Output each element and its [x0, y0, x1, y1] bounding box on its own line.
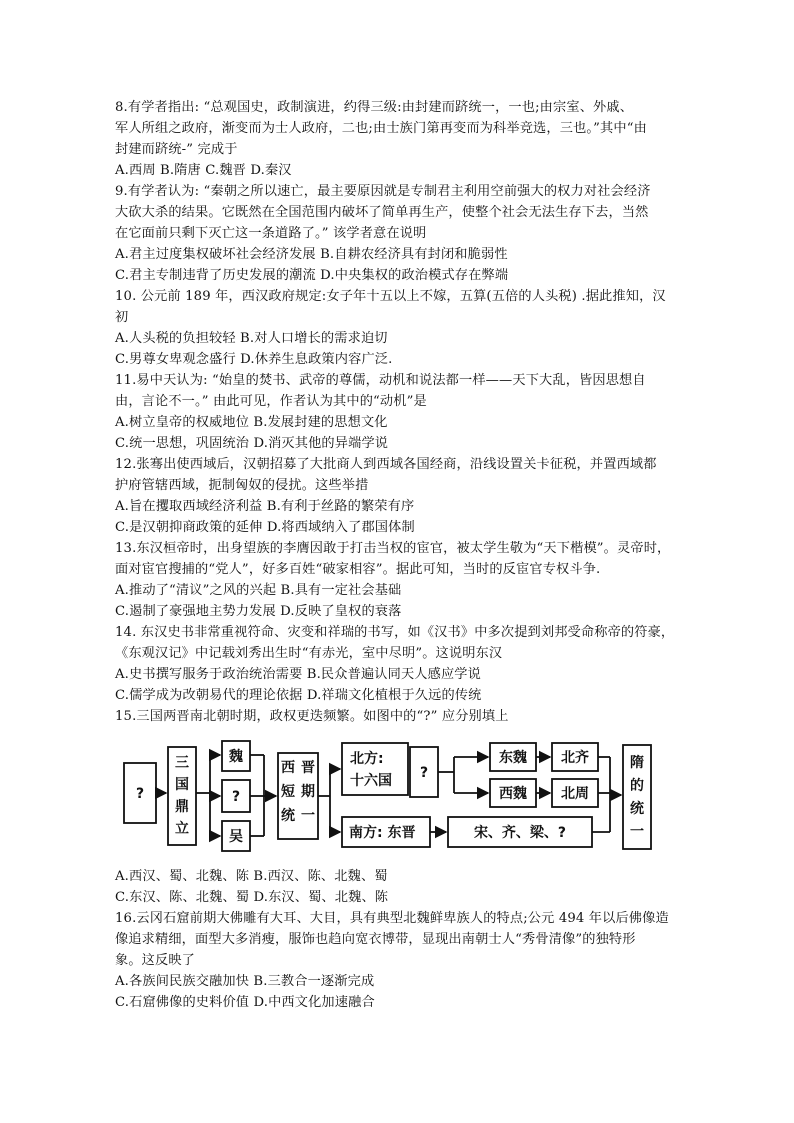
- q10-stem-line-1: 10. 公元前 189 年，西汉政府规定:女子年十五以上不嫁，五算(五倍的人头税) .据此推知，汉: [115, 289, 666, 304]
- q9-stem-line-2: 大砍大杀的结果。它既然在全国范围内破坏了简单再生产，使整个社会无法生存下去，当然: [115, 205, 649, 220]
- q12-options-ab: A.旨在攫取西域经济利益 B.有利于丝路的繁荣有序: [115, 499, 415, 514]
- q8-options: A.西周 B.隋唐 C.魏晋 D.秦汉: [115, 163, 292, 178]
- q9-stem-line-1: 9.有学者认为: “秦朝之所以速亡，最主要原因就是专制君主利用空前强大的权力对社会经济: [115, 184, 651, 199]
- sanguo-char-2: 国: [175, 777, 189, 793]
- q8-stem-line-1: 8.有学者指出: “总观国史，政制演进，约得三级:由封建而跻统一，一也;由宗室、外戚、: [115, 100, 634, 115]
- q13-stem-line-2: 面对宦官搜捕的“党人”，好多百姓“破家相容”。据此可知，当时的反宦官专权斗争.: [115, 562, 601, 577]
- q16-stem-line-2: 像追求精细，面型大多消瘦，服饰也趋向宽衣博带，显现出南朝士人“秀骨清像”的独特形: [115, 932, 636, 947]
- q15-options-cd: C.东汉、陈、北魏、蜀 D.东汉、蜀、北魏、陈: [115, 890, 389, 905]
- dongwei-label: 东魏: [499, 750, 527, 766]
- sui-char-2: 的: [630, 778, 644, 794]
- xijin-char-4: 期: [301, 784, 315, 800]
- q11-stem-line-1: 11.易中天认为: “始皇的焚书、武帝的尊儒，动机和说法都一样——天下大乱，皆因思想自: [115, 373, 646, 388]
- dynasty-flow-diagram: [118, 735, 678, 860]
- q9-options-cd: C.君主专制违背了历史发展的潮流 D.中央集权的政治模式存在弊端: [115, 268, 509, 283]
- q14-stem-line-1: 14. 东汉史书非常重视符命、灾变和祥瑞的书写，如《汉书》中多次提到刘邦受命称帝的符豪，: [115, 625, 675, 640]
- q14-stem-line-2: 《东观汉记》中记载刘秀出生时“有赤光，室中尽明”。这说明东汉: [115, 646, 503, 661]
- q13-options-cd: C.遏制了豪强地主势力发展 D.反映了皇权的衰落: [115, 604, 402, 619]
- q12-stem-line-1: 12.张骞出使西域后，汉朝招募了大批商人到西域各国经商，沿线设置关卡征税，并置西域都: [115, 457, 657, 472]
- beiqi-label: 北齐: [561, 750, 589, 766]
- wei-label: 魏: [229, 749, 243, 765]
- q15-stem: 15.三国两晋南北朝时期，政权更迭频繁。如图中的“?” 应分别填上: [115, 709, 509, 724]
- q12-stem-line-2: 护府管辖西域，扼制匈奴的侵扰。这些举措: [115, 478, 369, 493]
- sanguo-char-3: 鼎: [175, 799, 189, 815]
- south-seq-label: 宋、齐、梁、?: [473, 825, 567, 841]
- north-label: 北方:: [350, 751, 384, 767]
- south-label: 南方: 东晋: [349, 825, 416, 841]
- q10-options-ab: A.人头税的负担较轻 B.对人口增长的需求迫切: [115, 331, 388, 346]
- q16-options-cd: C.石窟佛像的史料价值 D.中西文化加速融合: [115, 995, 375, 1010]
- beizhou-label: 北周: [561, 786, 589, 802]
- q15-options-ab: A.西汉、蜀、北魏、陈 B.西汉、陈、北魏、蜀: [115, 869, 388, 884]
- q12-options-cd: C.是汉朝抑商政策的延伸 D.将西域纳入了郡国体制: [115, 520, 415, 535]
- q14-options-cd: C.儒学成为改朝易代的理论依据 D.祥瑞文化植根于久远的传统: [115, 688, 482, 703]
- q10-options-cd: C.男尊女卑观念盛行 D.休养生息政策内容广泛.: [115, 352, 393, 367]
- q16-options-ab: A.各族间民族交融加快 B.三教合一逐渐完成: [115, 974, 375, 989]
- sui-char-3: 统: [630, 801, 644, 817]
- q11-stem-line-2: 由，言论不一。” 由此可见，作者认为其中的“动机”是: [115, 394, 427, 409]
- q11-options-ab: A.树立皇帝的权威地位 B.发展封建的思想文化: [115, 415, 388, 430]
- q10-stem-line-2: 初: [115, 310, 129, 325]
- q11-options-cd: C.统一思想，巩固统治 D.消灭其他的异端学说: [115, 436, 389, 451]
- sanguo-char-4: 立: [175, 821, 189, 837]
- q16-stem-line-1: 16.云冈石窟前期大佛雕有大耳、大目，具有典型北魏鲜卑族人的特点;公元 494 年以后佛像造: [115, 911, 669, 926]
- xijin-char-1: 西: [281, 760, 295, 776]
- wu-label: 吴: [229, 829, 243, 845]
- q14-options-ab: A.史书撰写服务于政治统治需要 B.民众普遍认同天人感应学说: [115, 667, 481, 682]
- xiwei-label: 西魏: [499, 786, 527, 802]
- q13-stem-line-1: 13.东汉桓帝时，出身望族的李膺因敢于打击当权的宦官，被太学生敬为“天下楷模”。灵帝时，: [115, 541, 671, 556]
- xijin-char-2: 晋: [301, 760, 315, 776]
- xijin-char-6: 一: [301, 808, 315, 824]
- xijin-char-3: 短: [281, 784, 295, 800]
- sui-char-4: 一: [630, 824, 644, 840]
- q9-stem-line-3: 在它面前只剩下灭亡这一条道路了。” 该学者意在说明: [115, 226, 427, 241]
- unknown-label-1: ?: [135, 786, 145, 802]
- unknown-label-3: ?: [419, 765, 429, 781]
- xijin-char-5: 统: [281, 808, 295, 824]
- unknown-label-2: ?: [231, 789, 241, 805]
- north-value: 十六国: [350, 773, 392, 789]
- sui-char-1: 隋: [630, 755, 644, 771]
- q8-stem-line-3: 封建而跻统-” 完成于: [115, 142, 238, 157]
- q16-stem-line-3: 象。这反映了: [115, 953, 196, 968]
- q8-stem-line-2: 军人所组之政府，渐变而为士人政府，二也;由士族门第再变而为科举竞选，三也。”其中“由: [115, 121, 647, 136]
- q9-options-ab: A.君主过度集权破坏社会经济发展 B.自耕农经济具有封闭和脆弱性: [115, 247, 508, 262]
- q13-options-ab: A.推动了“清议”之风的兴起 B.具有一定社会基础: [115, 583, 402, 598]
- sanguo-char-1: 三: [175, 755, 189, 771]
